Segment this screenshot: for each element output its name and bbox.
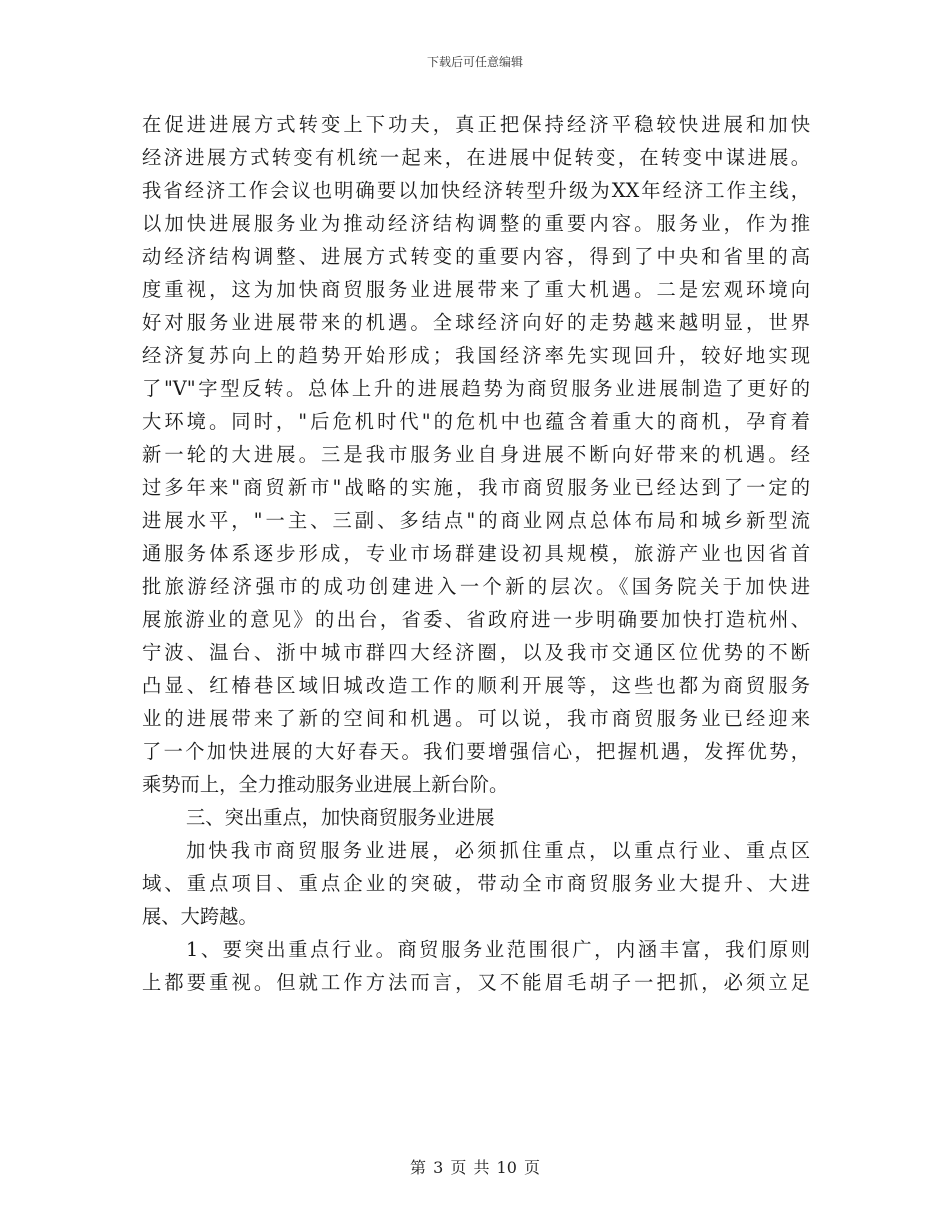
text-line: 以加快进展服务业为推动经济结构调整的重要内容。服务业，作为推 [142,212,810,235]
text-line: 业的进展带来了新的空间和机遇。可以说，我市商贸服务业已经迎来 [142,707,810,730]
text-line: 经济复苏向上的趋势开始形成；我国经济率先实现回升，较好地实现 [142,344,810,367]
text-line: 展、大跨越。 [142,905,258,928]
text-line: 宁波、温台、浙中城市群四大经济圈，以及我市交通区位优势的不断 [142,641,810,664]
text-line: 1、要突出重点行业。商贸服务业范围很广，内涵丰富，我们原则 [186,938,810,961]
text-line: 三、突出重点，加快商贸服务业进展 [186,806,495,829]
text-line: 了一个加快进展的大好春天。我们要增强信心，把握机遇，发挥优势， [142,740,810,763]
text-line: 域、重点项目、重点企业的突破，带动全市商贸服务业大提升、大进 [142,872,810,895]
text-line: 了"V"字型反转。总体上升的进展趋势为商贸服务业进展制造了更好的 [142,377,810,400]
document-body [142,108,810,999]
text-line: 新一轮的大进展。三是我市服务业自身进展不断向好带来的机遇。经 [142,443,810,466]
text-line: 动经济结构调整、进展方式转变的重要内容，得到了中央和省里的高 [142,245,810,268]
page-number-footer: 第 3 页 共 10 页 [410,1158,540,1177]
text-line: 上都要重视。但就工作方法而言，又不能眉毛胡子一把抓，必须立足 [142,971,810,994]
text-line: 批旅游经济强市的成功创建进入一个新的层次。《国务院关于加快进 [142,575,810,598]
text-line: 展旅游业的意见》的出台，省委、省政府进一步明确要加快打造杭州、 [142,608,810,631]
text-line: 通服务体系逐步形成，专业市场群建设初具规模，旅游产业也因省首 [142,542,810,565]
text-line: 进展水平，"一主、三副、多结点"的商业网点总体布局和城乡新型流 [142,509,810,532]
text-line: 经济进展方式转变有机统一起来，在进展中促转变，在转变中谋进展。 [142,146,810,169]
page-header: 下载后可任意编辑 [426,55,523,69]
text-line: 凸显、红椿巷区域旧城改造工作的顺利开展等，这些也都为商贸服务 [142,674,810,697]
text-line: 大环境。同时，"后危机时代"的危机中也蕴含着重大的商机，孕育着 [142,410,810,433]
text-line: 度重视，这为加快商贸服务业进展带来了重大机遇。二是宏观环境向 [142,278,810,301]
text-line: 在促进进展方式转变上下功夫，真正把保持经济平稳较快进展和加快 [142,113,810,136]
text-line: 过多年来"商贸新市"战略的实施，我市商贸服务业已经达到了一定的 [142,476,810,499]
text-line: 加快我市商贸服务业进展，必须抓住重点，以重点行业、重点区 [186,839,810,862]
text-line: 乘势而上，全力推动服务业进展上新台阶。 [142,773,509,796]
text-line: 我省经济工作会议也明确要以加快经济转型升级为XX年经济工作主线， [142,179,810,202]
text-line: 好对服务业进展带来的机遇。全球经济向好的走势越来越明显，世界 [142,311,810,334]
